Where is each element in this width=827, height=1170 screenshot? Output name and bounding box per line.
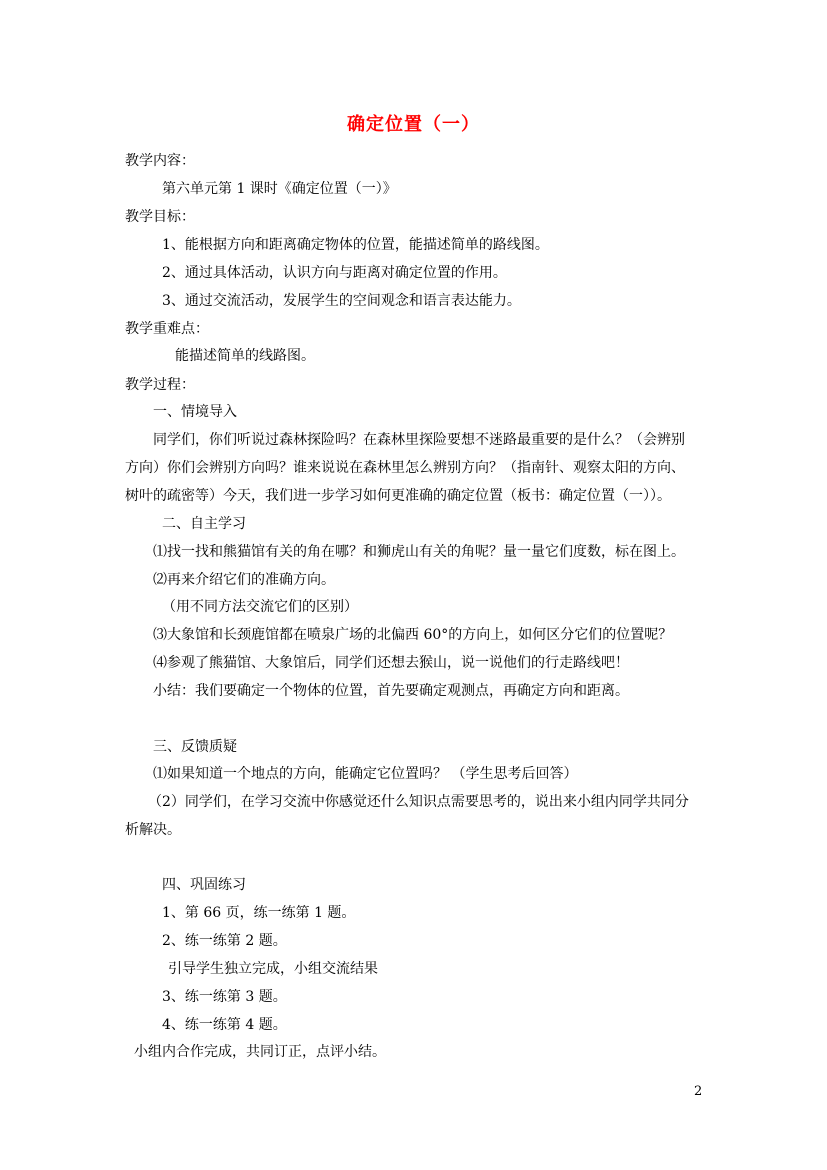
goals-heading: 教学目标： (125, 209, 195, 225)
paragraph-line: ⑴如果知道一个地点的方向，能确定它位置吗？ （学生思考后回答） (153, 766, 578, 782)
paragraph-line: 同学们，你们听说过森林探险吗？在森林里探险要想不迷路最重要的是什么？（会辨别 (153, 432, 685, 448)
summary-line: 小结：我们要确定一个物体的位置，首先要确定观测点，再确定方向和距离。 (153, 683, 629, 699)
paragraph-line: 析解决。 (125, 822, 181, 838)
goal-item: 2、通过具体活动，认识方向与距离对确定位置的作用。 (162, 265, 507, 281)
content-heading: 教学内容： (125, 153, 195, 169)
paragraph-line: （用不同方法交流它们的区别） (162, 599, 358, 615)
section-heading: 四、巩固练习 (162, 877, 246, 893)
exercise-note: 引导学生独立完成，小组交流结果 (168, 961, 378, 977)
paragraph-line: ⑷参观了熊猫馆、大象馆后，同学们还想去猴山，说一说他们的行走路线吧！ (153, 655, 629, 671)
paragraph-line: 方向）你们会辨别方向吗？谁来说说在森林里怎么辨别方向？（指南针、观察太阳的方向、 (125, 460, 685, 476)
paragraph-line: ⑶大象馆和长颈鹿馆都在喷泉广场的北偏西 60°的方向上，如何区分它们的位置呢？ (153, 627, 673, 643)
exercise-note: 小组内合作完成，共同订正，点评小结。 (134, 1044, 386, 1060)
section-heading: 三、反馈质疑 (153, 739, 237, 755)
exercise-item: 4、练一练第 4 题。 (162, 1017, 287, 1033)
keypoints-heading: 教学重难点： (125, 321, 209, 337)
paragraph-line: 树叶的疏密等）今天，我们进一步学习如何更准确的确定位置（板书：确定位置（一））。 (125, 488, 671, 504)
process-heading: 教学过程： (125, 377, 195, 393)
paragraph-line: （2）同学们，在学习交流中你感觉还什么知识点需要思考的，说出来小组内同学共同分 (148, 794, 689, 810)
section-heading: 一、情境导入 (153, 404, 237, 420)
section-heading: 二、自主学习 (162, 516, 246, 532)
goal-item: 3、通过交流活动，发展学生的空间观念和语言表达能力。 (162, 293, 521, 309)
goal-item: 1、能根据方向和距离确定物体的位置，能描述简单的路线图。 (162, 237, 549, 253)
page-number: 2 (694, 1084, 703, 1099)
content-text: 第六单元第 1 课时《确定位置（一）》 (162, 181, 397, 197)
exercise-item: 1、第 66 页，练一练第 1 题。 (162, 905, 356, 921)
document-title: 确定位置（一） (347, 114, 480, 135)
paragraph-line: ⑴找一找和熊猫馆有关的角在哪？和狮虎山有关的角呢？量一量它们度数，标在图上。 (153, 544, 685, 560)
exercise-item: 3、练一练第 3 题。 (162, 989, 287, 1005)
exercise-item: 2、练一练第 2 题。 (162, 933, 287, 949)
keypoints-text: 能描述简单的线路图。 (175, 348, 315, 364)
paragraph-line: ⑵再来介绍它们的准确方向。 (153, 572, 335, 588)
